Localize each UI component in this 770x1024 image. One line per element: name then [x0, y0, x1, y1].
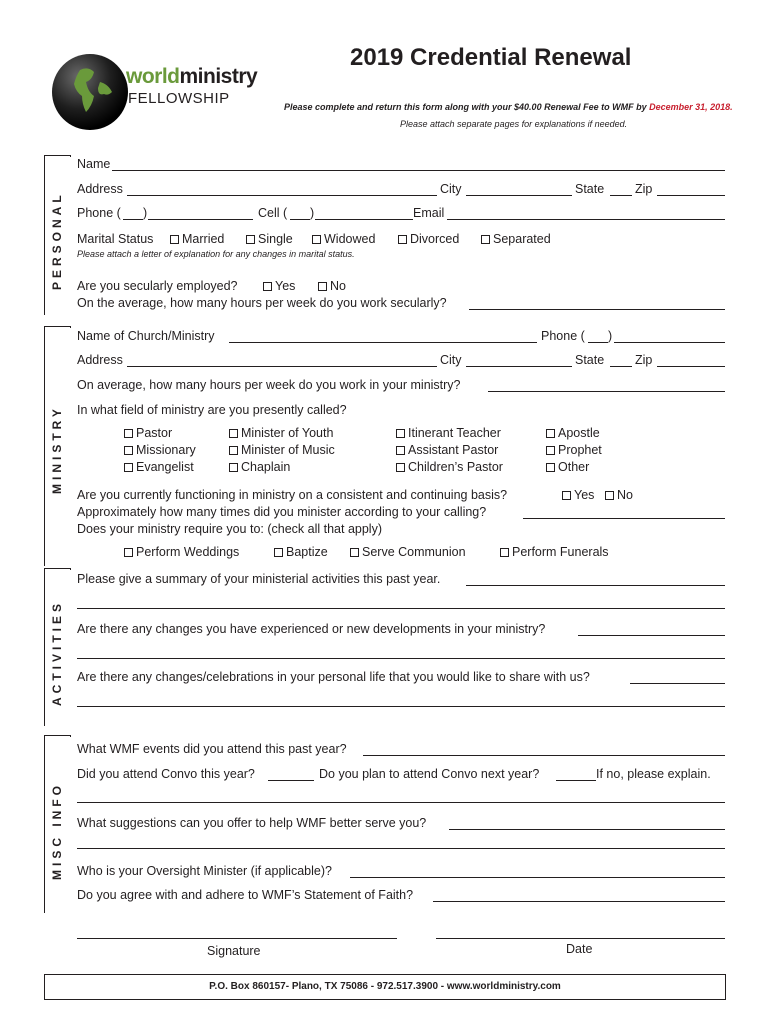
- times-field[interactable]: [523, 518, 725, 519]
- checkbox-icon[interactable]: [124, 463, 133, 472]
- faith-question: Do you agree with and adhere to WMF’s Statement of Faith?: [77, 888, 414, 902]
- checkbox-icon[interactable]: [312, 235, 321, 244]
- convo-next-field[interactable]: [556, 780, 596, 781]
- convo-next-question: Do you plan to attend Convo next year?: [319, 767, 540, 781]
- suggestions-field-line2[interactable]: [77, 848, 725, 849]
- suggestions-question: What suggestions can you offer to help WMF better serve you?: [77, 816, 427, 830]
- section-activities: ACTIVITIES: [50, 599, 64, 706]
- deadline: December 31, 2018.: [649, 102, 733, 112]
- church-zip-label: Zip: [635, 353, 653, 367]
- footer-contact: P.O. Box 860157- Plano, TX 75086 - 972.517.3900 - www.worldministry.com: [44, 974, 726, 1000]
- functioning-yes[interactable]: Yes: [562, 488, 594, 502]
- checkbox-icon[interactable]: [546, 429, 555, 438]
- globe-icon: [50, 52, 130, 132]
- field-other[interactable]: Other: [546, 460, 589, 474]
- checkbox-icon[interactable]: [246, 235, 255, 244]
- marital-widowed[interactable]: Widowed: [312, 232, 375, 246]
- phone-area-field[interactable]: [123, 219, 143, 220]
- ministry-field-question: In what field of ministry are you presently called?: [77, 403, 347, 417]
- summary-field-line2[interactable]: [77, 608, 725, 609]
- phone-field[interactable]: [148, 219, 253, 220]
- employed-no[interactable]: No: [318, 279, 346, 293]
- church-phone-area-field[interactable]: [588, 342, 608, 343]
- personal-changes-field[interactable]: [630, 683, 725, 684]
- field-childrens-pastor[interactable]: Children’s Pastor: [396, 460, 503, 474]
- field-chaplain[interactable]: Chaplain: [229, 460, 290, 474]
- functioning-question: Are you currently functioning in ministry on a consistent and continuing basis?: [77, 488, 508, 502]
- signature-field[interactable]: [77, 938, 397, 939]
- ministry-changes-field[interactable]: [578, 635, 725, 636]
- name-label: Name: [77, 157, 111, 171]
- suggestions-field[interactable]: [449, 829, 725, 830]
- cell-label: Cell (: [258, 206, 288, 220]
- secular-hours-field[interactable]: [469, 309, 725, 310]
- field-minister-of-youth[interactable]: Minister of Youth: [229, 426, 333, 440]
- times-question: Approximately how many times did you minister according to your calling?: [77, 505, 487, 519]
- field-missionary[interactable]: Missionary: [124, 443, 196, 457]
- email-field[interactable]: [447, 219, 725, 220]
- checkbox-icon[interactable]: [350, 548, 359, 557]
- checkbox-icon[interactable]: [562, 491, 571, 500]
- marital-married[interactable]: Married: [170, 232, 224, 246]
- checkbox-icon[interactable]: [124, 429, 133, 438]
- city-label: City: [440, 182, 462, 196]
- events-question: What WMF events did you attend this past year?: [77, 742, 347, 756]
- checkbox-icon[interactable]: [124, 548, 133, 557]
- convo-explain-field[interactable]: [77, 802, 725, 803]
- name-field[interactable]: [112, 170, 725, 171]
- checkbox-icon[interactable]: [229, 463, 238, 472]
- checkbox-icon[interactable]: [124, 446, 133, 455]
- field-itinerant-teacher[interactable]: Itinerant Teacher: [396, 426, 501, 440]
- duty-communion[interactable]: Serve Communion: [350, 545, 466, 559]
- checkbox-icon[interactable]: [396, 446, 405, 455]
- email-label: Email: [413, 206, 445, 220]
- misc-frame: [44, 735, 71, 737]
- field-minister-of-music[interactable]: Minister of Music: [229, 443, 335, 457]
- checkbox-icon[interactable]: [546, 446, 555, 455]
- personal-frame: [44, 155, 71, 157]
- signature-label: Signature: [207, 944, 261, 958]
- oversight-question: Who is your Oversight Minister (if applicable)?: [77, 864, 332, 878]
- section-misc: MISC INFO: [50, 782, 64, 880]
- employed-question: Are you secularly employed?: [77, 279, 238, 293]
- section-personal: PERSONAL: [50, 191, 64, 290]
- instructions-line2: Please attach separate pages for explanations if needed.: [400, 119, 628, 129]
- phone-label: Phone (: [77, 206, 121, 220]
- checkbox-icon[interactable]: [229, 446, 238, 455]
- church-city-label: City: [440, 353, 462, 367]
- functioning-no[interactable]: No: [605, 488, 633, 502]
- city-field[interactable]: [466, 195, 572, 196]
- church-zip-field[interactable]: [657, 366, 725, 367]
- convo-question: Did you attend Convo this year?: [77, 767, 255, 781]
- form-title: 2019 Credential Renewal: [350, 44, 632, 71]
- convo-explain-label: If no, please explain.: [596, 767, 711, 781]
- ministry-frame: [44, 326, 71, 328]
- checkbox-icon[interactable]: [605, 491, 614, 500]
- checkbox-icon[interactable]: [274, 548, 283, 557]
- date-label: Date: [566, 942, 593, 956]
- ministry-changes-question: Are there any changes you have experienced or new developments in your ministry?: [77, 622, 546, 636]
- personal-changes-field-line2[interactable]: [77, 706, 725, 707]
- secular-hours-question: On the average, how many hours per week do you work secularly?: [77, 296, 447, 310]
- checkbox-icon[interactable]: [546, 463, 555, 472]
- ministry-hours-question: On average, how many hours per week do you work in your ministry?: [77, 378, 461, 392]
- marital-separated[interactable]: Separated: [481, 232, 551, 246]
- events-field[interactable]: [363, 755, 725, 756]
- checkbox-icon[interactable]: [396, 463, 405, 472]
- ministry-changes-field-line2[interactable]: [77, 658, 725, 659]
- duty-weddings[interactable]: Perform Weddings: [124, 545, 239, 559]
- checkbox-icon[interactable]: [481, 235, 490, 244]
- field-evangelist[interactable]: Evangelist: [124, 460, 194, 474]
- marital-label: Marital Status: [77, 232, 154, 246]
- faith-field[interactable]: [433, 901, 725, 902]
- field-assistant-pastor[interactable]: Assistant Pastor: [396, 443, 498, 457]
- activities-frame: [44, 568, 71, 570]
- wmf-logo: [50, 52, 258, 132]
- marital-single[interactable]: Single: [246, 232, 293, 246]
- section-ministry: MINISTRY: [50, 405, 64, 494]
- address-field[interactable]: [127, 195, 437, 196]
- state-field[interactable]: [610, 195, 632, 196]
- checkbox-icon[interactable]: [318, 282, 327, 291]
- duty-baptize[interactable]: Baptize: [274, 545, 328, 559]
- marital-note: Please attach a letter of explanation for any changes in marital status.: [77, 249, 355, 259]
- ministry-hours-field[interactable]: [488, 391, 725, 392]
- phone-paren: ): [143, 206, 148, 220]
- instructions-line1: Please complete and return this form along with your $40.00 Renewal Fee to WMF by December 31, 2018.: [284, 102, 733, 112]
- state-label: State: [575, 182, 605, 196]
- checkbox-icon[interactable]: [398, 235, 407, 244]
- logo-word-fellowship: FELLOWSHIP: [128, 90, 230, 107]
- field-apostle[interactable]: Apostle: [546, 426, 600, 440]
- church-state-label: State: [575, 353, 605, 367]
- church-phone-field[interactable]: [614, 342, 725, 343]
- checkbox-icon[interactable]: [500, 548, 509, 557]
- checkbox-icon[interactable]: [396, 429, 405, 438]
- checkbox-icon[interactable]: [263, 282, 272, 291]
- marital-divorced[interactable]: Divorced: [398, 232, 459, 246]
- field-pastor[interactable]: Pastor: [124, 426, 172, 440]
- checkbox-icon[interactable]: [170, 235, 179, 244]
- church-state-field[interactable]: [610, 366, 632, 367]
- require-question: Does your ministry require you to: (check all that apply): [77, 522, 382, 536]
- cell-paren: ): [310, 206, 315, 220]
- field-prophet[interactable]: Prophet: [546, 443, 602, 457]
- checkbox-icon[interactable]: [229, 429, 238, 438]
- cell-field[interactable]: [315, 219, 413, 220]
- zip-label: Zip: [635, 182, 653, 196]
- logo-word-world: world: [126, 65, 180, 88]
- duty-funerals[interactable]: Perform Funerals: [500, 545, 609, 559]
- church-name-label: Name of Church/Ministry: [77, 329, 215, 343]
- church-phone-label: Phone (: [541, 329, 585, 343]
- church-address-field[interactable]: [127, 366, 437, 367]
- convo-field[interactable]: [268, 780, 314, 781]
- summary-question: Please give a summary of your ministerial activities this past year.: [77, 572, 441, 586]
- church-phone-paren: ): [608, 329, 613, 343]
- oversight-field[interactable]: [350, 877, 725, 878]
- personal-changes-question: Are there any changes/celebrations in your personal life that you would like to share with us?: [77, 670, 590, 684]
- church-city-field[interactable]: [466, 366, 572, 367]
- address-label: Address: [77, 182, 123, 196]
- employed-yes[interactable]: Yes: [263, 279, 295, 293]
- church-address-label: Address: [77, 353, 123, 367]
- summary-field[interactable]: [466, 585, 725, 586]
- logo-word-ministry: ministry: [179, 65, 258, 88]
- zip-field[interactable]: [657, 195, 725, 196]
- date-field[interactable]: [436, 938, 725, 939]
- church-name-field[interactable]: [229, 342, 537, 343]
- cell-area-field[interactable]: [290, 219, 310, 220]
